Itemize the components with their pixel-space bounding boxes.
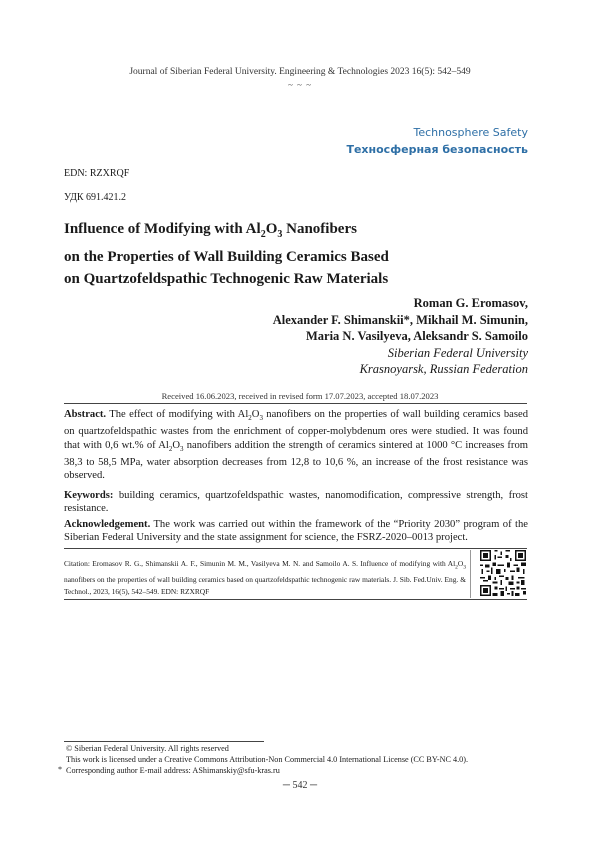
divider-bottom bbox=[64, 599, 527, 600]
divider-top bbox=[64, 403, 527, 404]
affiliation-university: Siberian Federal University bbox=[387, 345, 528, 360]
header-ornament: ~ ~ ~ bbox=[287, 80, 313, 90]
title-line-2: on the Properties of Wall Building Ceramics Based bbox=[64, 249, 389, 265]
received-dates: Received 16.06.2023, received in revised form 17.07.2023, accepted 18.07.2023 bbox=[161, 391, 439, 401]
affiliation-location: Krasnoyarsk, Russian Federation bbox=[359, 362, 528, 376]
citation: Citation: Eromasov R. G., Shimanskii A. F., Simunin M. M., Vasilyeva M. N. and Samoilo A. S. Influence of modifying with $Al_2O_3$ nanofibers on the properties of wall building ceramics based on quartzofeldspathic technogenic raw materials. J. Sib. Fed.Univ. Eng. & Technol., 2023, 16(5), 542–549. EDN: RZXRQF bbox=[64, 559, 466, 596]
journal-header: Journal of Siberian Federal University. Engineering & Technologies 2023 16(5): 542–549 bbox=[129, 67, 471, 77]
corresponding-author: Corresponding author E-mail address: AShimanskiy@sfu-kras.ru bbox=[66, 766, 280, 775]
page-number: ─ 542 ─ bbox=[282, 780, 318, 791]
author-line-1: Roman G. Eromasov, bbox=[413, 296, 528, 310]
author-line-2: Alexander F. Shimanskii*, Mikhail M. Simunin, bbox=[272, 312, 528, 327]
section-title-en: Technosphere Safety bbox=[413, 126, 528, 139]
divider-citation bbox=[64, 548, 527, 549]
abstract: Abstract. The effect of modifying with $Al_2O_3$ nanofibers on the properties of wall building ceramics based on quartzofeldspathic wastes from the enrichment of copper-molybdenum ores were studied. It was found that with 0,6 wt.% of $Al_2O_3$ nanofibers addition the strength of ceramics sintered at 1000 °C increases from 38,3 to 58,5 MPa, water absorption decreases from 12,8 to 10,6 %, an increase of the frost resistance was observed. bbox=[64, 409, 528, 482]
license-notice: This work is licensed under a Creative Commons Attribution-Non Commercial 4.0 International License (CC BY-NC 4.0). bbox=[66, 755, 469, 764]
footnote-marker: * bbox=[58, 765, 63, 774]
author-line-3: Maria N. Vasilyeva, Aleksandr S. Samoilo bbox=[305, 329, 528, 343]
edn-code: EDN: RZXRQF bbox=[64, 168, 130, 179]
footnote-rule bbox=[64, 741, 264, 742]
title-line-3: on Quartzofeldspathic Technogenic Raw Materials bbox=[64, 271, 389, 287]
keywords: Keywords: building ceramics, quartzofeldspathic wastes, nanomodification, compressive strength, frost resistance. bbox=[64, 490, 528, 515]
author-block bbox=[273, 295, 528, 378]
section-title-ru: Техносферная безопасность bbox=[346, 143, 528, 156]
acknowledgement: Acknowledgement. The work was carried out within the framework of the “Priority 2030” program of the Siberian Federal University and the state assignment for science, the FSRZ-2020–0013 project. bbox=[64, 519, 528, 544]
copyright-notice: © Siberian Federal University. All rights reserved bbox=[66, 744, 229, 753]
udk-code: УДК 691.421.2 bbox=[64, 192, 127, 203]
qr-code-icon bbox=[480, 550, 526, 596]
paper-title bbox=[64, 218, 544, 290]
title-line-1: Influence of Modifying with $Al_2O_3$ Nanofibers bbox=[64, 221, 357, 240]
citation-separator bbox=[470, 550, 471, 598]
